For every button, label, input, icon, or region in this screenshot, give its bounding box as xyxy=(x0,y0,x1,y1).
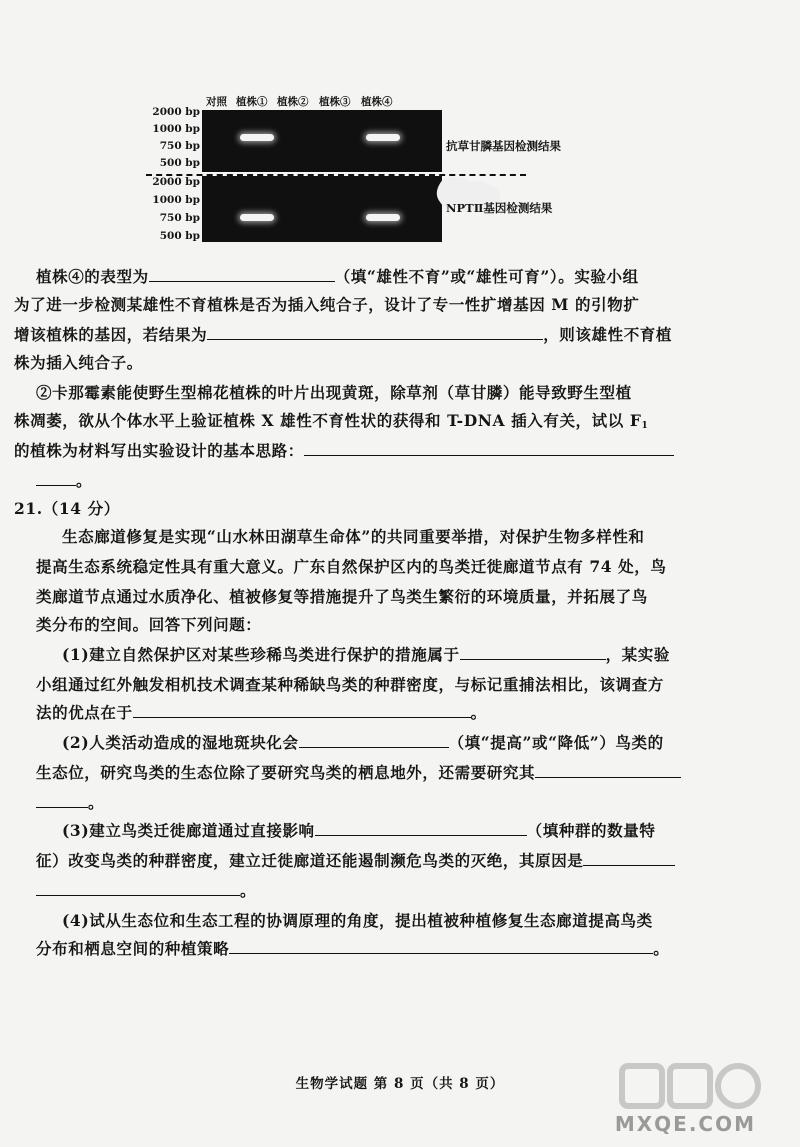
answer-blank[interactable] xyxy=(133,703,471,718)
text-line xyxy=(36,762,736,784)
marker-bottom-750: 750 bp xyxy=(159,212,200,224)
lane-label-plant-2: 植株② xyxy=(277,96,309,108)
band-plant-4-bottom xyxy=(366,214,400,221)
text-line: 小组通过红外触发相机技术调查某种稀缺鸟类的种群密度，与标记重捕法相比，该调查方 xyxy=(36,675,664,694)
text-line: 生态廊道修复是实现“山水林田湖草生命体”的共同重要举措，对保护生物多样性和 xyxy=(62,527,645,546)
marker-bottom-2000: 2000 bp xyxy=(152,176,200,188)
question-heading: 21.（14 分） xyxy=(14,499,120,518)
marker-top-500: 500 bp xyxy=(159,157,200,169)
text-line xyxy=(36,938,736,960)
answer-blank[interactable] xyxy=(36,471,76,486)
lane-label-plant-4: 植株④ xyxy=(361,96,393,108)
text-line xyxy=(36,850,736,872)
answer-blank[interactable] xyxy=(207,325,543,340)
answer-blank[interactable] xyxy=(229,939,653,954)
text-line xyxy=(14,324,714,346)
text-line xyxy=(62,732,762,754)
subscript: 1 xyxy=(641,421,649,431)
answer-blank[interactable] xyxy=(315,821,527,836)
text-line: (4)试从生态位和生态工程的协调原理的角度，提出植被种植修复生态廊道提高鸟类 xyxy=(62,911,653,930)
band-plant-1-top xyxy=(240,134,274,141)
text-segment: 。 xyxy=(88,793,105,812)
text-segment: ，则该雄性不育植 xyxy=(543,325,673,344)
marker-bottom-500: 500 bp xyxy=(159,230,200,242)
answer-blank[interactable] xyxy=(299,733,449,748)
text-segment: (1)建立自然保护区对某些珍稀鸟类进行保护的措施属于 xyxy=(62,645,460,664)
text-line xyxy=(36,792,736,814)
text-segment: 。 xyxy=(240,881,257,900)
text-segment: （填“提高”或“降低”）鸟类的 xyxy=(448,733,664,752)
text-segment: 。 xyxy=(470,703,487,722)
answer-blank[interactable] xyxy=(36,793,88,808)
answer-blank[interactable] xyxy=(36,881,240,896)
band-plant-1-bottom xyxy=(240,214,274,221)
gel-top-panel xyxy=(202,110,442,172)
text-line xyxy=(36,266,736,288)
text-segment: 征）改变鸟类的种群密度，建立迁徙廊道还能遏制濒危鸟类的灭绝，其原因是 xyxy=(36,851,584,870)
text-segment: ，某实验 xyxy=(605,645,670,664)
text-segment: 的植株为材料写出实验设计的基本思路： xyxy=(14,441,304,460)
text-segment: 分布和栖息空间的种植策略 xyxy=(36,939,230,958)
text-segment: 株凋萎，欲从个体水平上验证植株 X 雄性不育性状的获得和 T-DNA 插入有关，试以 F xyxy=(14,411,642,430)
gel-figure xyxy=(140,90,620,250)
answer-blank[interactable] xyxy=(583,851,675,866)
text-segment: 。 xyxy=(653,939,670,958)
panel-divider-dashed xyxy=(146,174,526,176)
gel-bottom-label: NPTⅡ基因检测结果 xyxy=(446,201,553,215)
marker-bottom-1000: 1000 bp xyxy=(152,194,200,206)
marker-top-2000: 2000 bp xyxy=(152,106,200,118)
lane-label-plant-1: 植株① xyxy=(236,96,268,108)
text-segment: 法的优点在于 xyxy=(36,703,133,722)
marker-top-750: 750 bp xyxy=(159,140,200,152)
answer-blank[interactable] xyxy=(149,267,335,282)
text-line xyxy=(62,644,762,666)
text-line xyxy=(62,820,762,842)
text-segment: 。 xyxy=(76,471,93,490)
text-segment: 生态位，研究鸟类的生态位除了要研究鸟类的栖息地外，还需要研究其 xyxy=(36,763,536,782)
text-line: ②卡那霉素能使野生型棉花植株的叶片出现黄斑，除草剂（草甘膦）能导致野生型植 xyxy=(36,383,632,402)
text-segment: （填种群的数量特 xyxy=(526,821,656,840)
lane-label-plant-3: 植株③ xyxy=(319,96,351,108)
lane-label-control: 对照 xyxy=(206,96,227,108)
text-line: 类分布的空间。回答下列问题： xyxy=(36,615,262,634)
text-segment: (3)建立鸟类迁徙廊道通过直接影响 xyxy=(62,821,315,840)
text-line: 株为插入纯合子。 xyxy=(14,353,143,372)
text-line: 为了进一步检测某雄性不育植株是否为插入纯合子，设计了专一性扩增基因 M 的引物扩 xyxy=(14,295,640,314)
gel-top-label: 抗草甘膦基因检测结果 xyxy=(446,139,561,153)
answer-blank[interactable] xyxy=(460,645,606,660)
text-line: 提高生态系统稳定性具有重大意义。广东自然保护区内的鸟类迁徙廊道节点有 74 处，鸟 xyxy=(36,557,667,576)
text-line xyxy=(14,410,714,437)
text-line xyxy=(36,702,736,724)
band-plant-4-top xyxy=(366,134,400,141)
text-line xyxy=(36,880,736,902)
text-line xyxy=(14,440,714,462)
text-segment: （填“雄性不育”或“雄性可育”）。实验小组 xyxy=(334,267,639,286)
gel-bottom-panel xyxy=(202,176,442,242)
answer-blank[interactable] xyxy=(535,763,681,778)
page-footer: 生物学试题 第 8 页（共 8 页） xyxy=(295,1076,505,1092)
text-segment: 增该植株的基因，若结果为 xyxy=(14,325,208,344)
text-line: 类廊道节点通过水质净化、植被修复等措施提升了鸟类生繁衍的环境质量，并拓展了鸟 xyxy=(36,587,648,606)
text-line xyxy=(36,470,736,492)
text-segment: 植株④的表型为 xyxy=(36,267,149,286)
marker-top-1000: 1000 bp xyxy=(152,123,200,135)
answer-blank[interactable] xyxy=(304,441,674,456)
watermark-text: MXQE.COM xyxy=(614,1112,756,1136)
text-segment: (2)人类活动造成的湿地斑块化会 xyxy=(62,733,299,752)
